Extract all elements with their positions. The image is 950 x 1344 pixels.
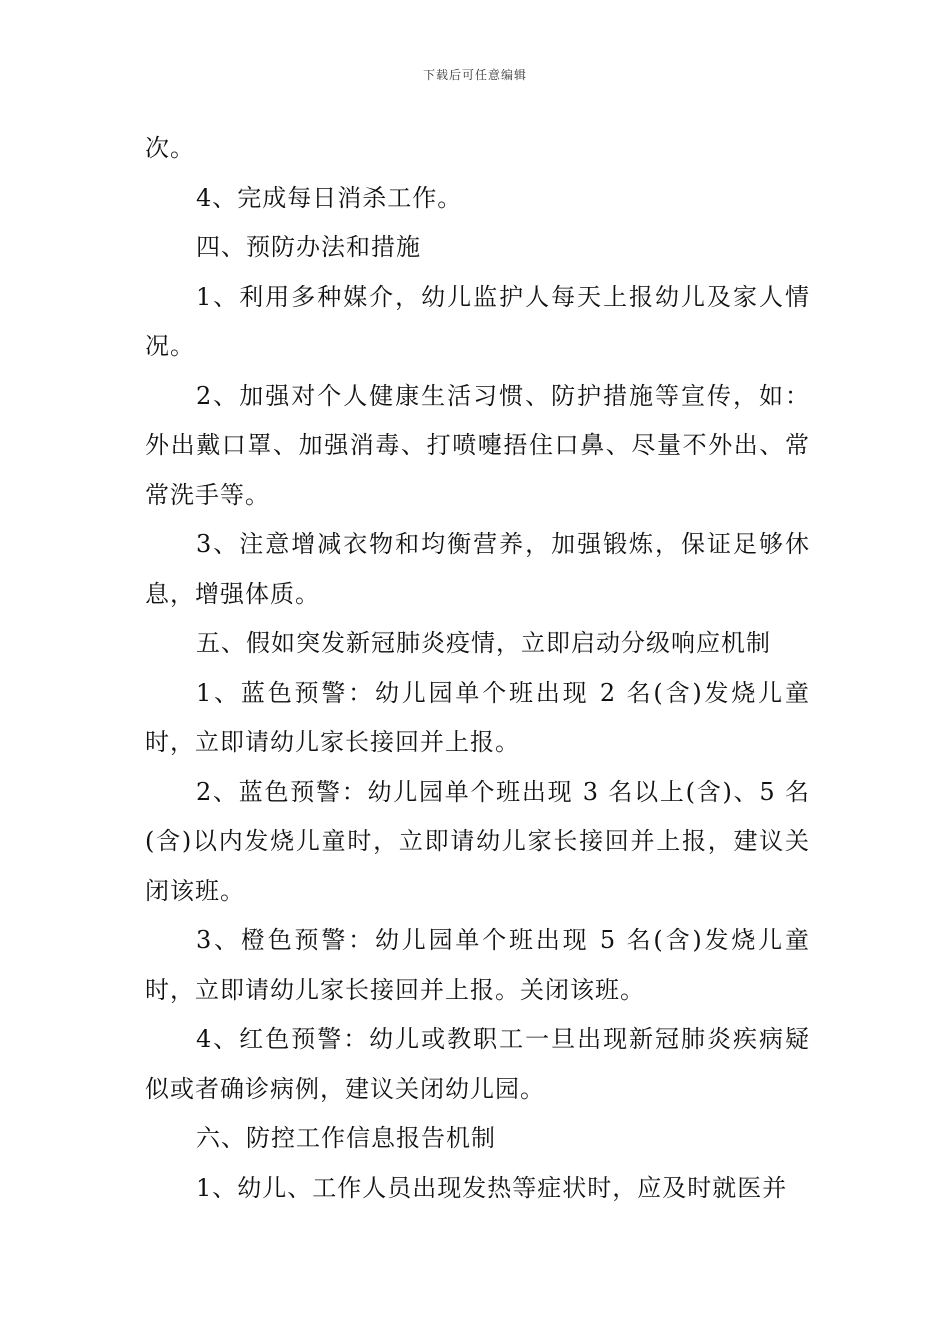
paragraph-item: 3、注意增减衣物和均衡营养，加强锻炼，保证足够休息，增强体质。 <box>145 530 810 608</box>
paragraph-item: 4、红色预警：幼儿或教职工一旦出现新冠肺炎疾病疑似或者确诊病例，建议关闭幼儿园。 <box>145 1025 810 1103</box>
paragraph-item: 4、完成每日消杀工作。 <box>196 183 463 212</box>
section-heading: 六、防控工作信息报告机制 <box>196 1124 496 1152</box>
paragraph-item: 1、蓝色预警：幼儿园单个班出现 2 名(含)发烧儿童时，立即请幼儿家长接回并上报。 <box>145 678 810 756</box>
page-header: 下载后可任意编辑 <box>422 68 527 82</box>
paragraph-item: 2、加强对个人健康生活习惯、防护措施等宣传，如：外出戴口罩、加强消毒、打喷嚏捂住口鼻、尽量不外出、常常洗手等。 <box>145 381 810 509</box>
paragraph-item: 3、橙色预警：幼儿园单个班出现 5 名(含)发烧儿童时，立即请幼儿家长接回并上报。关闭该班。 <box>145 926 810 1004</box>
paragraph-item: 2、蓝色预警：幼儿园单个班出现 3 名以上(含)、5 名(含)以内发烧儿童时，立即请幼儿家长接回并上报，建议关闭该班。 <box>145 777 810 905</box>
section-heading: 四、预防办法和措施 <box>196 233 421 261</box>
document-body <box>145 124 810 1213</box>
paragraph-item: 1、利用多种媒介，幼儿监护人每天上报幼儿及家人情况。 <box>145 282 810 360</box>
paragraph-continuation: 次。 <box>145 134 195 162</box>
paragraph-item: 1、幼儿、工作人员出现发热等症状时，应及时就医并 <box>196 1173 788 1202</box>
section-heading: 五、假如突发新冠肺炎疫情，立即启动分级响应机制 <box>196 629 771 657</box>
